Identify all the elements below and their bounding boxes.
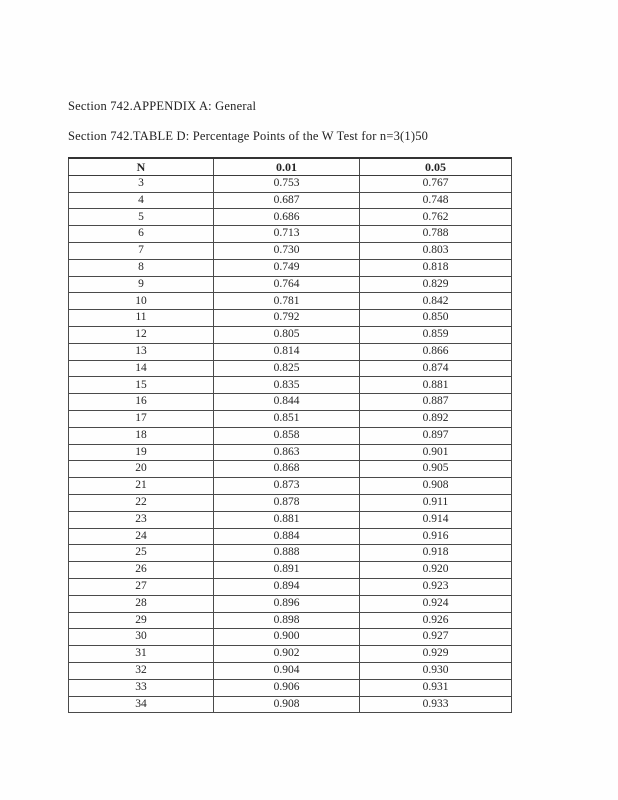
table-row: [69, 326, 512, 343]
table-row: [69, 545, 512, 562]
table-cell: 0.805: [214, 326, 360, 343]
table-cell: 21: [69, 478, 214, 495]
table-row: [69, 612, 512, 629]
table-header: [69, 158, 512, 175]
table-cell: 0.902: [214, 646, 360, 663]
section-heading: Section 742.APPENDIX A: General: [68, 99, 257, 113]
table-cell: 33: [69, 679, 214, 696]
table-cell: 0.814: [214, 343, 360, 360]
table-cell: 0.686: [214, 209, 360, 226]
table-row: [69, 360, 512, 377]
table-title: Section 742.TABLE D: Percentage Points of the W Test for n=3(1)50: [68, 129, 429, 143]
table-cell: 0.713: [214, 226, 360, 243]
table-cell: 0.908: [360, 478, 512, 495]
table-cell: 26: [69, 562, 214, 579]
table-cell: 0.844: [214, 394, 360, 411]
table-row: [69, 494, 512, 511]
table-cell: 0.927: [360, 629, 512, 646]
table-cell: 0.829: [360, 276, 512, 293]
table-cell: 0.926: [360, 612, 512, 629]
table-cell: 12: [69, 326, 214, 343]
table-cell: 0.933: [360, 696, 512, 713]
table-cell: 0.908: [214, 696, 360, 713]
table-cell: 0.920: [360, 562, 512, 579]
table-cell: 15: [69, 377, 214, 394]
table-cell: 0.835: [214, 377, 360, 394]
table-cell: 30: [69, 629, 214, 646]
table-cell: 0.916: [360, 528, 512, 545]
table-cell: 0.884: [214, 528, 360, 545]
table-cell: 0.898: [214, 612, 360, 629]
table-cell: 0.850: [360, 310, 512, 327]
table-cell: 0.881: [214, 511, 360, 528]
table-row: [69, 629, 512, 646]
table-row: [69, 578, 512, 595]
table-row: [69, 646, 512, 663]
table-cell: 0.825: [214, 360, 360, 377]
table-row: [69, 528, 512, 545]
table-cell: 16: [69, 394, 214, 411]
table-cell: 0.687: [214, 192, 360, 209]
table-cell: 4: [69, 192, 214, 209]
table-cell: 0.866: [360, 343, 512, 360]
table-row: [69, 478, 512, 495]
table-cell: 0.924: [360, 595, 512, 612]
table-cell: 13: [69, 343, 214, 360]
table-cell: 11: [69, 310, 214, 327]
table-cell: 0.901: [360, 444, 512, 461]
table-cell: 0.894: [214, 578, 360, 595]
table-row: [69, 310, 512, 327]
table-cell: 0.904: [214, 662, 360, 679]
table-cell: 0.730: [214, 242, 360, 259]
table-row: [69, 461, 512, 478]
table-cell: 0.858: [214, 427, 360, 444]
table-row: [69, 511, 512, 528]
table-cell: 0.842: [360, 293, 512, 310]
table-cell: 0.803: [360, 242, 512, 259]
table-row: [69, 276, 512, 293]
table-row: [69, 377, 512, 394]
table-cell: 0.748: [360, 192, 512, 209]
table-row: [69, 242, 512, 259]
table-row: [69, 259, 512, 276]
table-cell: 0.792: [214, 310, 360, 327]
table-row: [69, 562, 512, 579]
table-row: [69, 427, 512, 444]
table-cell: 0.868: [214, 461, 360, 478]
table-cell: 0.788: [360, 226, 512, 243]
table-cell: 0.900: [214, 629, 360, 646]
table-row: [69, 679, 512, 696]
table-row: [69, 595, 512, 612]
table-cell: 6: [69, 226, 214, 243]
table-cell: 0.923: [360, 578, 512, 595]
table-cell: 0.905: [360, 461, 512, 478]
table-cell: 0.897: [360, 427, 512, 444]
table-cell: 0.767: [360, 175, 512, 192]
table-cell: 0.863: [214, 444, 360, 461]
table-cell: 0.859: [360, 326, 512, 343]
table-row: [69, 209, 512, 226]
table-cell: 0.818: [360, 259, 512, 276]
table-cell: 14: [69, 360, 214, 377]
table-cell: 34: [69, 696, 214, 713]
table-row: [69, 444, 512, 461]
table-cell: 0.911: [360, 494, 512, 511]
table-cell: 0.878: [214, 494, 360, 511]
table-cell: 20: [69, 461, 214, 478]
table-cell: 17: [69, 410, 214, 427]
table-cell: 0.749: [214, 259, 360, 276]
table-row: [69, 226, 512, 243]
column-header: 0.01: [214, 158, 360, 175]
table-row: [69, 394, 512, 411]
column-header: N: [69, 158, 214, 175]
w-test-percentage-points-table: [68, 157, 512, 713]
table-row: [69, 192, 512, 209]
table-cell: 0.881: [360, 377, 512, 394]
table-cell: 0.896: [214, 595, 360, 612]
table-cell: 7: [69, 242, 214, 259]
table-cell: 0.918: [360, 545, 512, 562]
column-header: 0.05: [360, 158, 512, 175]
table-cell: 0.887: [360, 394, 512, 411]
table-cell: 0.930: [360, 662, 512, 679]
table-cell: 18: [69, 427, 214, 444]
table-cell: 0.892: [360, 410, 512, 427]
table-cell: 0.874: [360, 360, 512, 377]
table-cell: 0.764: [214, 276, 360, 293]
table-cell: 28: [69, 595, 214, 612]
table-cell: 5: [69, 209, 214, 226]
table-cell: 8: [69, 259, 214, 276]
table-cell: 0.851: [214, 410, 360, 427]
table-cell: 9: [69, 276, 214, 293]
table-cell: 24: [69, 528, 214, 545]
table-cell: 29: [69, 612, 214, 629]
table-cell: 0.753: [214, 175, 360, 192]
table-cell: 10: [69, 293, 214, 310]
header-row: [69, 158, 512, 175]
table-row: [69, 662, 512, 679]
table-row: [69, 410, 512, 427]
table-cell: 31: [69, 646, 214, 663]
table-cell: 0.781: [214, 293, 360, 310]
table-row: [69, 696, 512, 713]
table-row: [69, 293, 512, 310]
table-cell: 32: [69, 662, 214, 679]
table-row: [69, 343, 512, 360]
table-cell: 19: [69, 444, 214, 461]
table-cell: 22: [69, 494, 214, 511]
table-cell: 0.873: [214, 478, 360, 495]
table-cell: 23: [69, 511, 214, 528]
table-cell: 27: [69, 578, 214, 595]
table-cell: 0.931: [360, 679, 512, 696]
table-cell: 0.888: [214, 545, 360, 562]
table-cell: 0.891: [214, 562, 360, 579]
table-row: [69, 175, 512, 192]
table-cell: 0.914: [360, 511, 512, 528]
table-cell: 3: [69, 175, 214, 192]
table-body: [69, 175, 512, 713]
table-cell: 25: [69, 545, 214, 562]
table-cell: 0.929: [360, 646, 512, 663]
table-cell: 0.762: [360, 209, 512, 226]
table-cell: 0.906: [214, 679, 360, 696]
